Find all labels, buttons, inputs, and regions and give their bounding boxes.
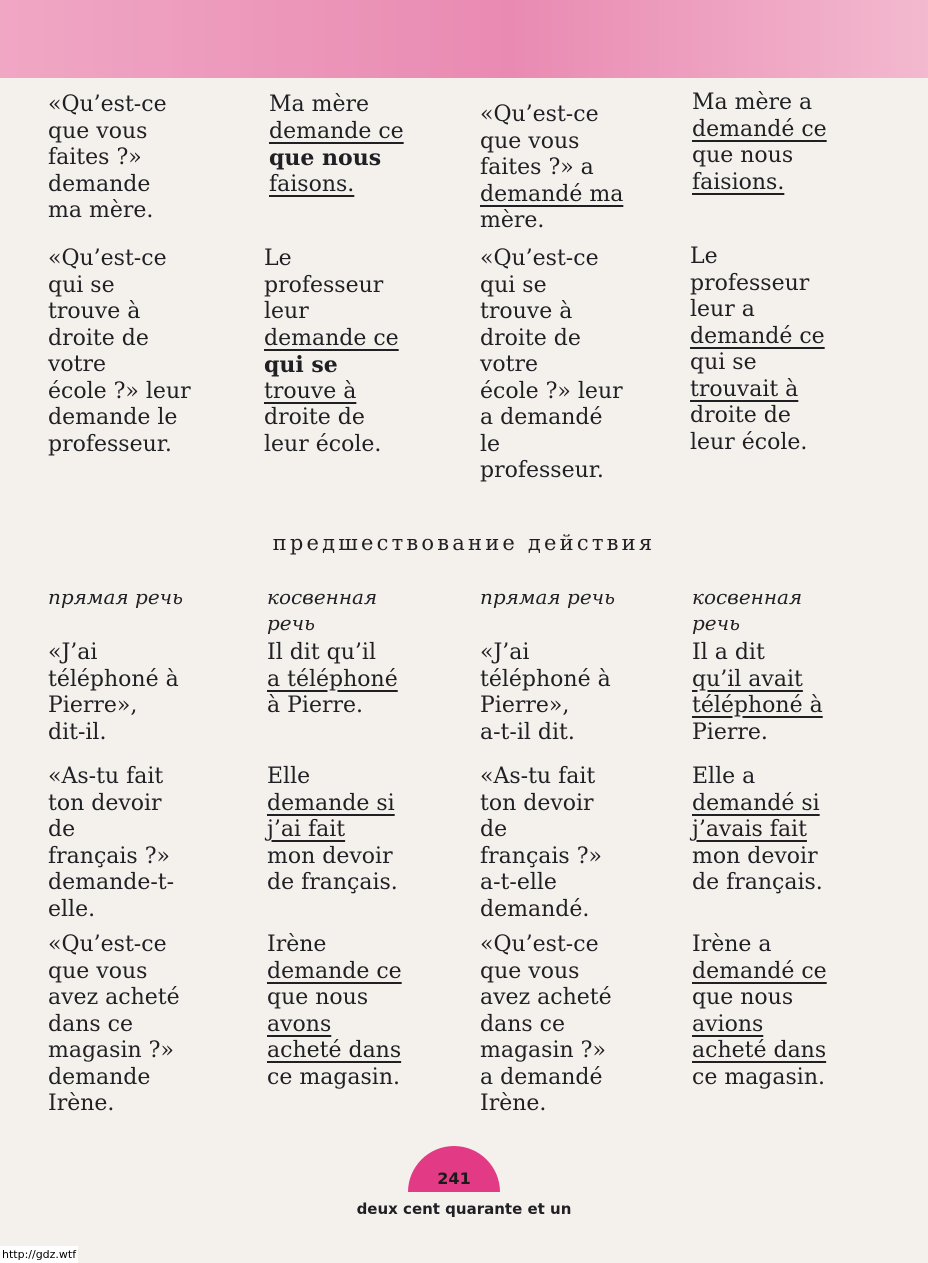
direct-speech-past-3: «J’ai téléphoné à Pierre», a-t-il dit. bbox=[480, 640, 611, 745]
indirect-speech-past-4: Elle a demandé si j’avais fait mon devoir de français. bbox=[692, 764, 823, 895]
indirect-speech-4: Elle demande si j’ai fait mon devoir de français. bbox=[267, 764, 398, 895]
direct-speech-past-1: «Qu’est-ce que vous faites ?» a demandé ma mère. bbox=[480, 102, 624, 233]
direct-speech-past-4: «As-tu fait ton devoir de français ?» a-t-elle demandé. bbox=[480, 764, 602, 922]
indirect-speech-3: Il dit qu’il a téléphoné à Pierre. bbox=[267, 640, 398, 718]
column-header-indirect-past: косвенная речь bbox=[692, 585, 803, 635]
direct-speech-past-5: «Qu’est-ce que vous avez acheté dans ce magasin ?» a demandé Irène. bbox=[480, 932, 612, 1116]
indirect-speech-5: Irène demande ce que nous avons acheté dans ce magasin. bbox=[267, 932, 402, 1090]
column-header-direct: прямая речь bbox=[48, 585, 183, 609]
direct-speech-past-2: «Qu’est-ce qui se trouve à droite de votre école ?» leur a demandé le professeur. bbox=[480, 246, 623, 483]
indirect-speech-past-1: Ma mère a demandé ce que nous faisions. bbox=[692, 90, 827, 195]
source-url[interactable]: http://gdz.wtf bbox=[2, 1248, 77, 1261]
page-number: 241 bbox=[437, 1169, 471, 1188]
direct-speech-3: «J’ai téléphoné à Pierre», dit-il. bbox=[48, 640, 179, 745]
indirect-speech-past-2: Le professeur leur a demandé ce qui se trouvait à droite de leur école. bbox=[690, 244, 825, 455]
indirect-speech-2: Le professeur leur demande ce qui se trouve à droite de leur école. bbox=[264, 246, 399, 457]
direct-speech-5: «Qu’est-ce que vous avez acheté dans ce magasin ?» demande Irène. bbox=[48, 932, 180, 1116]
indirect-speech-1: Ma mère demande ce que nous faisons. bbox=[269, 92, 404, 197]
column-header-indirect: косвенная речь bbox=[267, 585, 378, 635]
indirect-speech-past-3: Il a dit qu’il avait téléphoné à Pierre. bbox=[692, 640, 823, 745]
page-number-words: deux cent quarante et un bbox=[356, 1200, 572, 1218]
direct-speech-1: «Qu’est-ce que vous faites ?» demande ma mère. bbox=[48, 92, 167, 223]
indirect-speech-past-5: Irène a demandé ce que nous avions acheté dans ce magasin. bbox=[692, 932, 827, 1090]
section-heading: предшествование действия bbox=[272, 531, 656, 555]
direct-speech-4: «As-tu fait ton devoir de français ?» demande-t- elle. bbox=[48, 764, 175, 922]
page-number-badge bbox=[408, 1146, 500, 1192]
column-header-direct-past: прямая речь bbox=[480, 585, 615, 609]
direct-speech-2: «Qu’est-ce qui se trouve à droite de votre école ?» leur demande le professeur. bbox=[48, 246, 191, 457]
